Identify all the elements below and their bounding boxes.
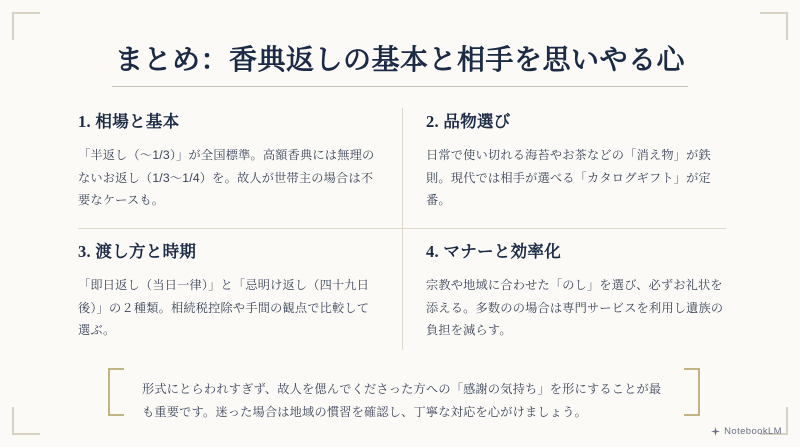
bracket-right-ornament	[684, 368, 700, 416]
corner-ornament-top-left	[12, 12, 40, 40]
footnote-text: 形式にとらわれすぎず、故人を偲んでくださった方への「感謝の気持ち」を形にすることが最も重要です。迷った場合は地域の慣習を確認し、丁寧な対応を心がけましょう。	[142, 382, 662, 420]
section-body: 宗教や地域に合わせた「のし」を選び、必ずお礼状を添える。多数のの場合は専門サービスを利用し遺族の負担を減らす。	[426, 278, 724, 338]
section-body: 日常で使い切れる海苔やお茶などの「消え物」が鉄則。現代では相手が選べる「カタログギフト」が定番。	[426, 148, 711, 208]
section-body: 「即日返し（当日一律）」と「忌明け返し（四十九日後）」の２種類。相続税控除や手間の観点で比較して選ぶ。	[78, 278, 370, 338]
brand-watermark	[711, 426, 782, 437]
brand-label: NotebookLM	[724, 426, 782, 437]
bracket-left-ornament	[108, 368, 124, 416]
corner-ornament-bottom-left	[12, 407, 40, 435]
section-heading: 4. マナーと効率化	[426, 242, 561, 261]
section-heading: 2. 品物選び	[426, 112, 511, 131]
footnote-callout	[108, 368, 700, 434]
slide-title: まとめ：香典返しの基本と相手を思いやる心	[114, 45, 685, 76]
sections-grid	[78, 100, 726, 358]
section-heading: 3. 渡し方と時期	[78, 242, 197, 261]
section-body: 「半返し（〜1/3）」が全国標準。高額香典には無理のないお返し（1/3〜1/4）を。故人が世帯主の場合は不要なケースも。	[78, 148, 375, 208]
section-card	[426, 108, 726, 212]
title-divider	[112, 86, 688, 87]
section-card	[426, 238, 726, 342]
horizontal-divider	[78, 228, 726, 229]
section-card	[78, 108, 378, 212]
vertical-divider	[402, 108, 403, 350]
sparkle-icon	[711, 427, 720, 436]
section-card	[78, 238, 378, 342]
section-heading: 1. 相場と基本	[78, 112, 180, 131]
corner-ornament-top-right	[760, 12, 788, 40]
